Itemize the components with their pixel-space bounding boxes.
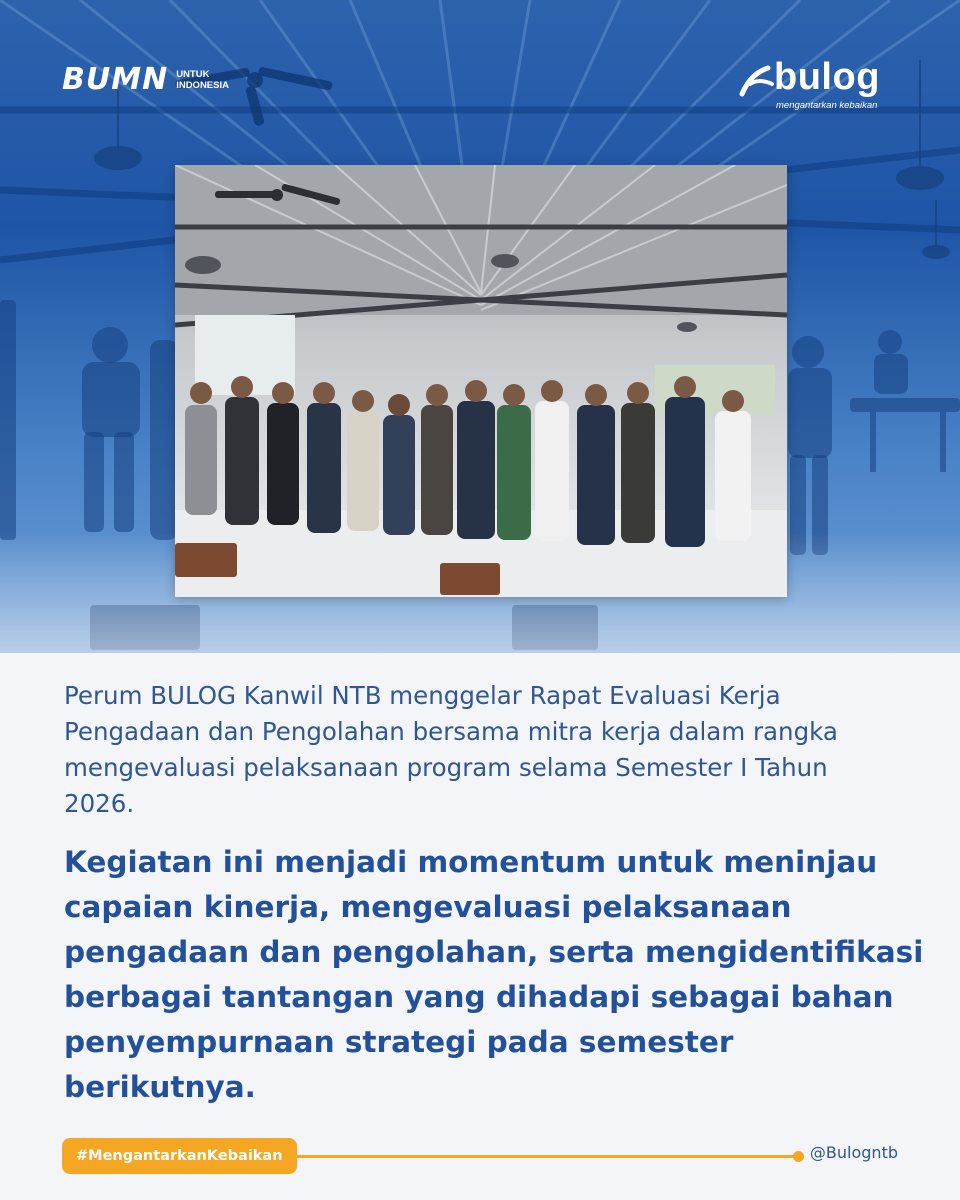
event-group-photo [175,165,787,597]
bumn-tagline [176,69,229,91]
footer-divider-dot [793,1151,804,1162]
bumn-tagline-line1: UNTUK [176,68,210,80]
social-handle: @Bulogntb [809,1143,898,1162]
bumn-tagline-line2: INDONESIA [176,79,229,91]
bulog-slogan: mengantarkan kebaikan [776,100,878,111]
group-photo-icon [175,165,787,597]
highlight-paragraph: Kegiatan ini menjadi momentum untuk meninjau capaian kinerja, mengevaluasi pelaksanaan pengadaan dan pengolahan, serta mengidentifikasi berbagai tantangan yang dihadapi sebagai bahan penyempurnaan strategi pada semester berikutnya. [64,845,924,1104]
bulog-swoosh-icon [738,62,778,98]
footer-divider [290,1155,798,1158]
bumn-wordmark: BUMN [62,62,169,97]
intro-paragraph: Perum BULOG Kanwil NTB menggelar Rapat Evaluasi Kerja Pengadaan dan Pengolahan bersama mitra kerja dalam rangka mengevaluasi pelaksanaan program selama Semester I Tahun 2026. [64,681,838,818]
bumn-logo [62,62,229,97]
bulog-logo [738,52,898,114]
hashtag-badge: #MengantarkanKebaikan [62,1138,297,1174]
bulog-wordmark: bulog [774,56,880,98]
